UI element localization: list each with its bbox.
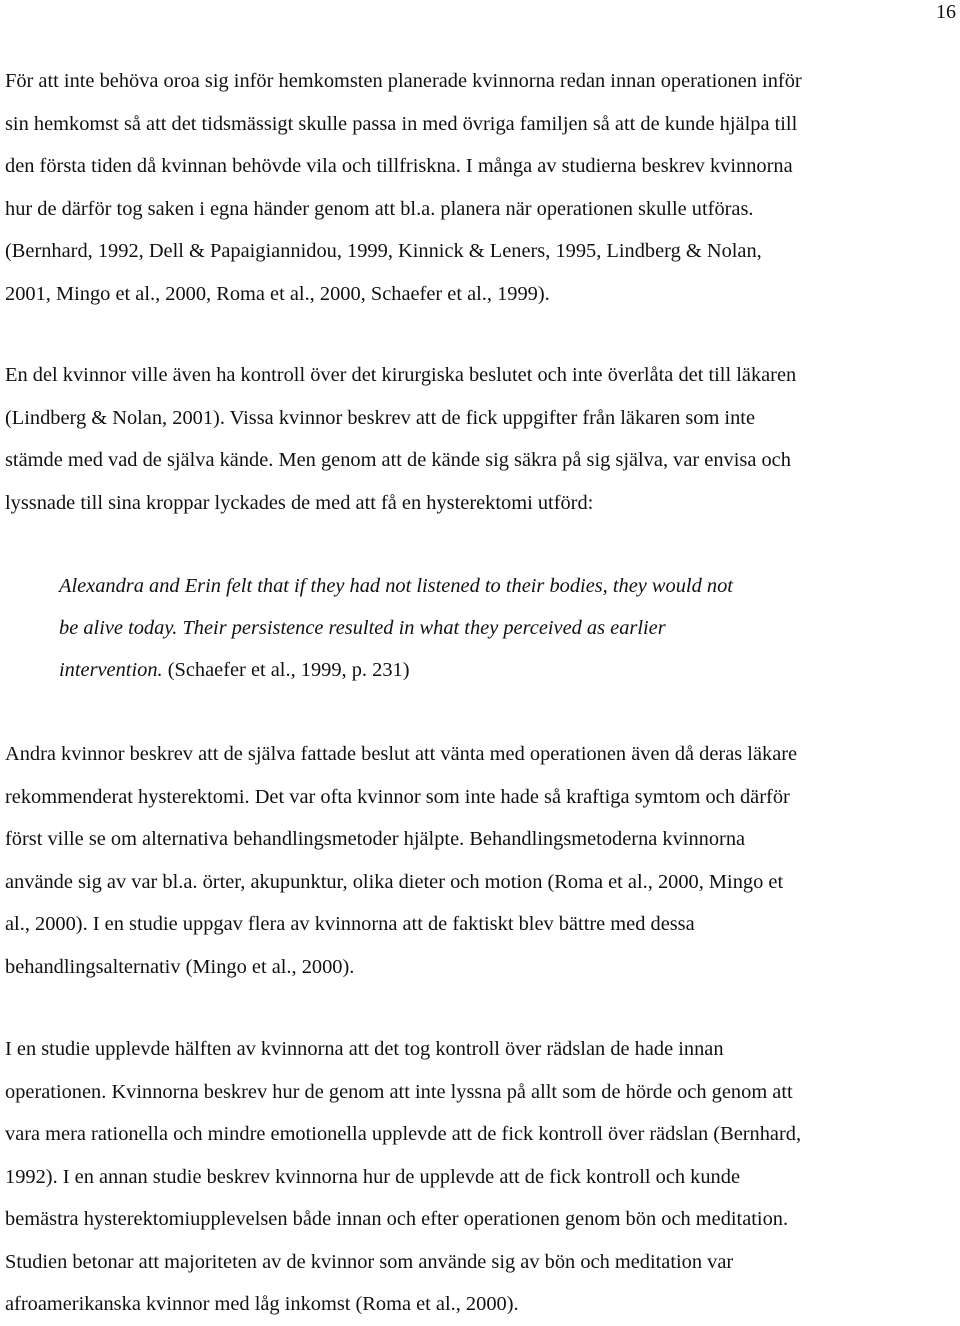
paragraph-line: vara mera rationella och mindre emotionella upplevde att de fick kontroll över rädslan (Bernhard,	[5, 1123, 802, 1145]
paragraph-line: 2001, Mingo et al., 2000, Roma et al., 2000, Schaefer et al., 1999).	[5, 282, 550, 305]
quote-citation: (Schaefer et al., 1999, p. 231)	[162, 659, 410, 681]
quote-line	[59, 565, 939, 607]
paragraph-line: rekommenderat hysterektomi. Det var ofta kvinnor som inte hade så kraftiga symtom och därför	[5, 785, 790, 808]
paragraph-4	[5, 1028, 960, 1326]
paragraph-line: al., 2000). I en studie uppgav flera av kvinnorna att de faktiskt blev bättre med dessa	[5, 913, 695, 935]
paragraph-line: hur de därför tog saken i egna händer genom att bl.a. planera när operationen skulle utföras.	[5, 197, 754, 220]
paragraph-line: lyssnade till sina kroppar lyckades de med att få en hysterektomi utförd:	[5, 491, 594, 514]
paragraph-line: först ville se om alternativa behandlingsmetoder hjälpte. Behandlingsmetoderna kvinnorna	[5, 828, 746, 850]
paragraph-line: använde sig av var bl.a. örter, akupunktur, olika dieter och motion (Roma et al., 2000, Mingo et	[5, 870, 784, 893]
paragraph-line: 1992). I en annan studie beskrev kvinnorna hur de upplevde att de fick kontroll och kunde	[5, 1165, 740, 1188]
paragraph-1	[5, 60, 960, 315]
paragraph-line: (Bernhard, 1992, Dell & Papaigiannidou, 1999, Kinnick & Leners, 1995, Lindberg & Nolan,	[5, 240, 762, 262]
paragraph-line: Studien betonar att majoriteten av de kvinnor som använde sig av bön och meditation var	[5, 1250, 734, 1273]
paragraph-line: stämde med vad de själva kände. Men genom att de kände sig säkra på sig själva, var envisa och	[5, 449, 791, 471]
paragraph-line: sin hemkomst så att det tidsmässigt skulle passa in med övriga familjen så att de kunde hjälpa till	[5, 112, 798, 135]
paragraph-line: Andra kvinnor beskrev att de själva fattade beslut att vänta med operationen även då deras läkare	[5, 743, 798, 765]
quote-line	[59, 649, 939, 691]
paragraph-line: afroamerikanska kvinnor med låg inkomst (Roma et al., 2000).	[5, 1293, 519, 1315]
quote-line	[59, 607, 939, 649]
paragraph-line: I en studie upplevde hälften av kvinnorna att det tog kontroll över rädslan de hade innan	[5, 1038, 724, 1060]
paragraph-line: den första tiden då kvinnan behövde vila och tillfriskna. I många av studierna beskrev kvinnorna	[5, 155, 793, 177]
paragraph-line: bemästra hysterektomiupplevelsen både innan och efter operationen genom bön och meditation.	[5, 1208, 789, 1230]
quote-text: Alexandra and Erin felt that if they had not listened to their bodies, they would not	[59, 575, 733, 597]
paragraph-2	[5, 354, 960, 524]
paragraph-line: behandlingsalternativ (Mingo et al., 2000).	[5, 955, 355, 978]
quote-text: be alive today. Their persistence resulted in what they perceived as earlier	[59, 617, 666, 639]
page-number: 16	[936, 1, 956, 23]
paragraph-3	[5, 733, 960, 988]
quote-text: intervention.	[59, 659, 163, 681]
paragraph-line: operationen. Kvinnorna beskrev hur de genom att inte lyssna på allt som de hörde och genom att	[5, 1080, 793, 1103]
paragraph-line: För att inte behöva oroa sig inför hemkomsten planerade kvinnorna redan innan operationen inför	[5, 70, 802, 92]
paragraph-line: En del kvinnor ville även ha kontroll över det kirurgiska beslutet och inte överlåta det till läkaren	[5, 364, 797, 386]
paragraph-line: (Lindberg & Nolan, 2001). Vissa kvinnor beskrev att de fick uppgifter från läkaren som inte	[5, 406, 756, 429]
block-quote	[59, 565, 939, 691]
